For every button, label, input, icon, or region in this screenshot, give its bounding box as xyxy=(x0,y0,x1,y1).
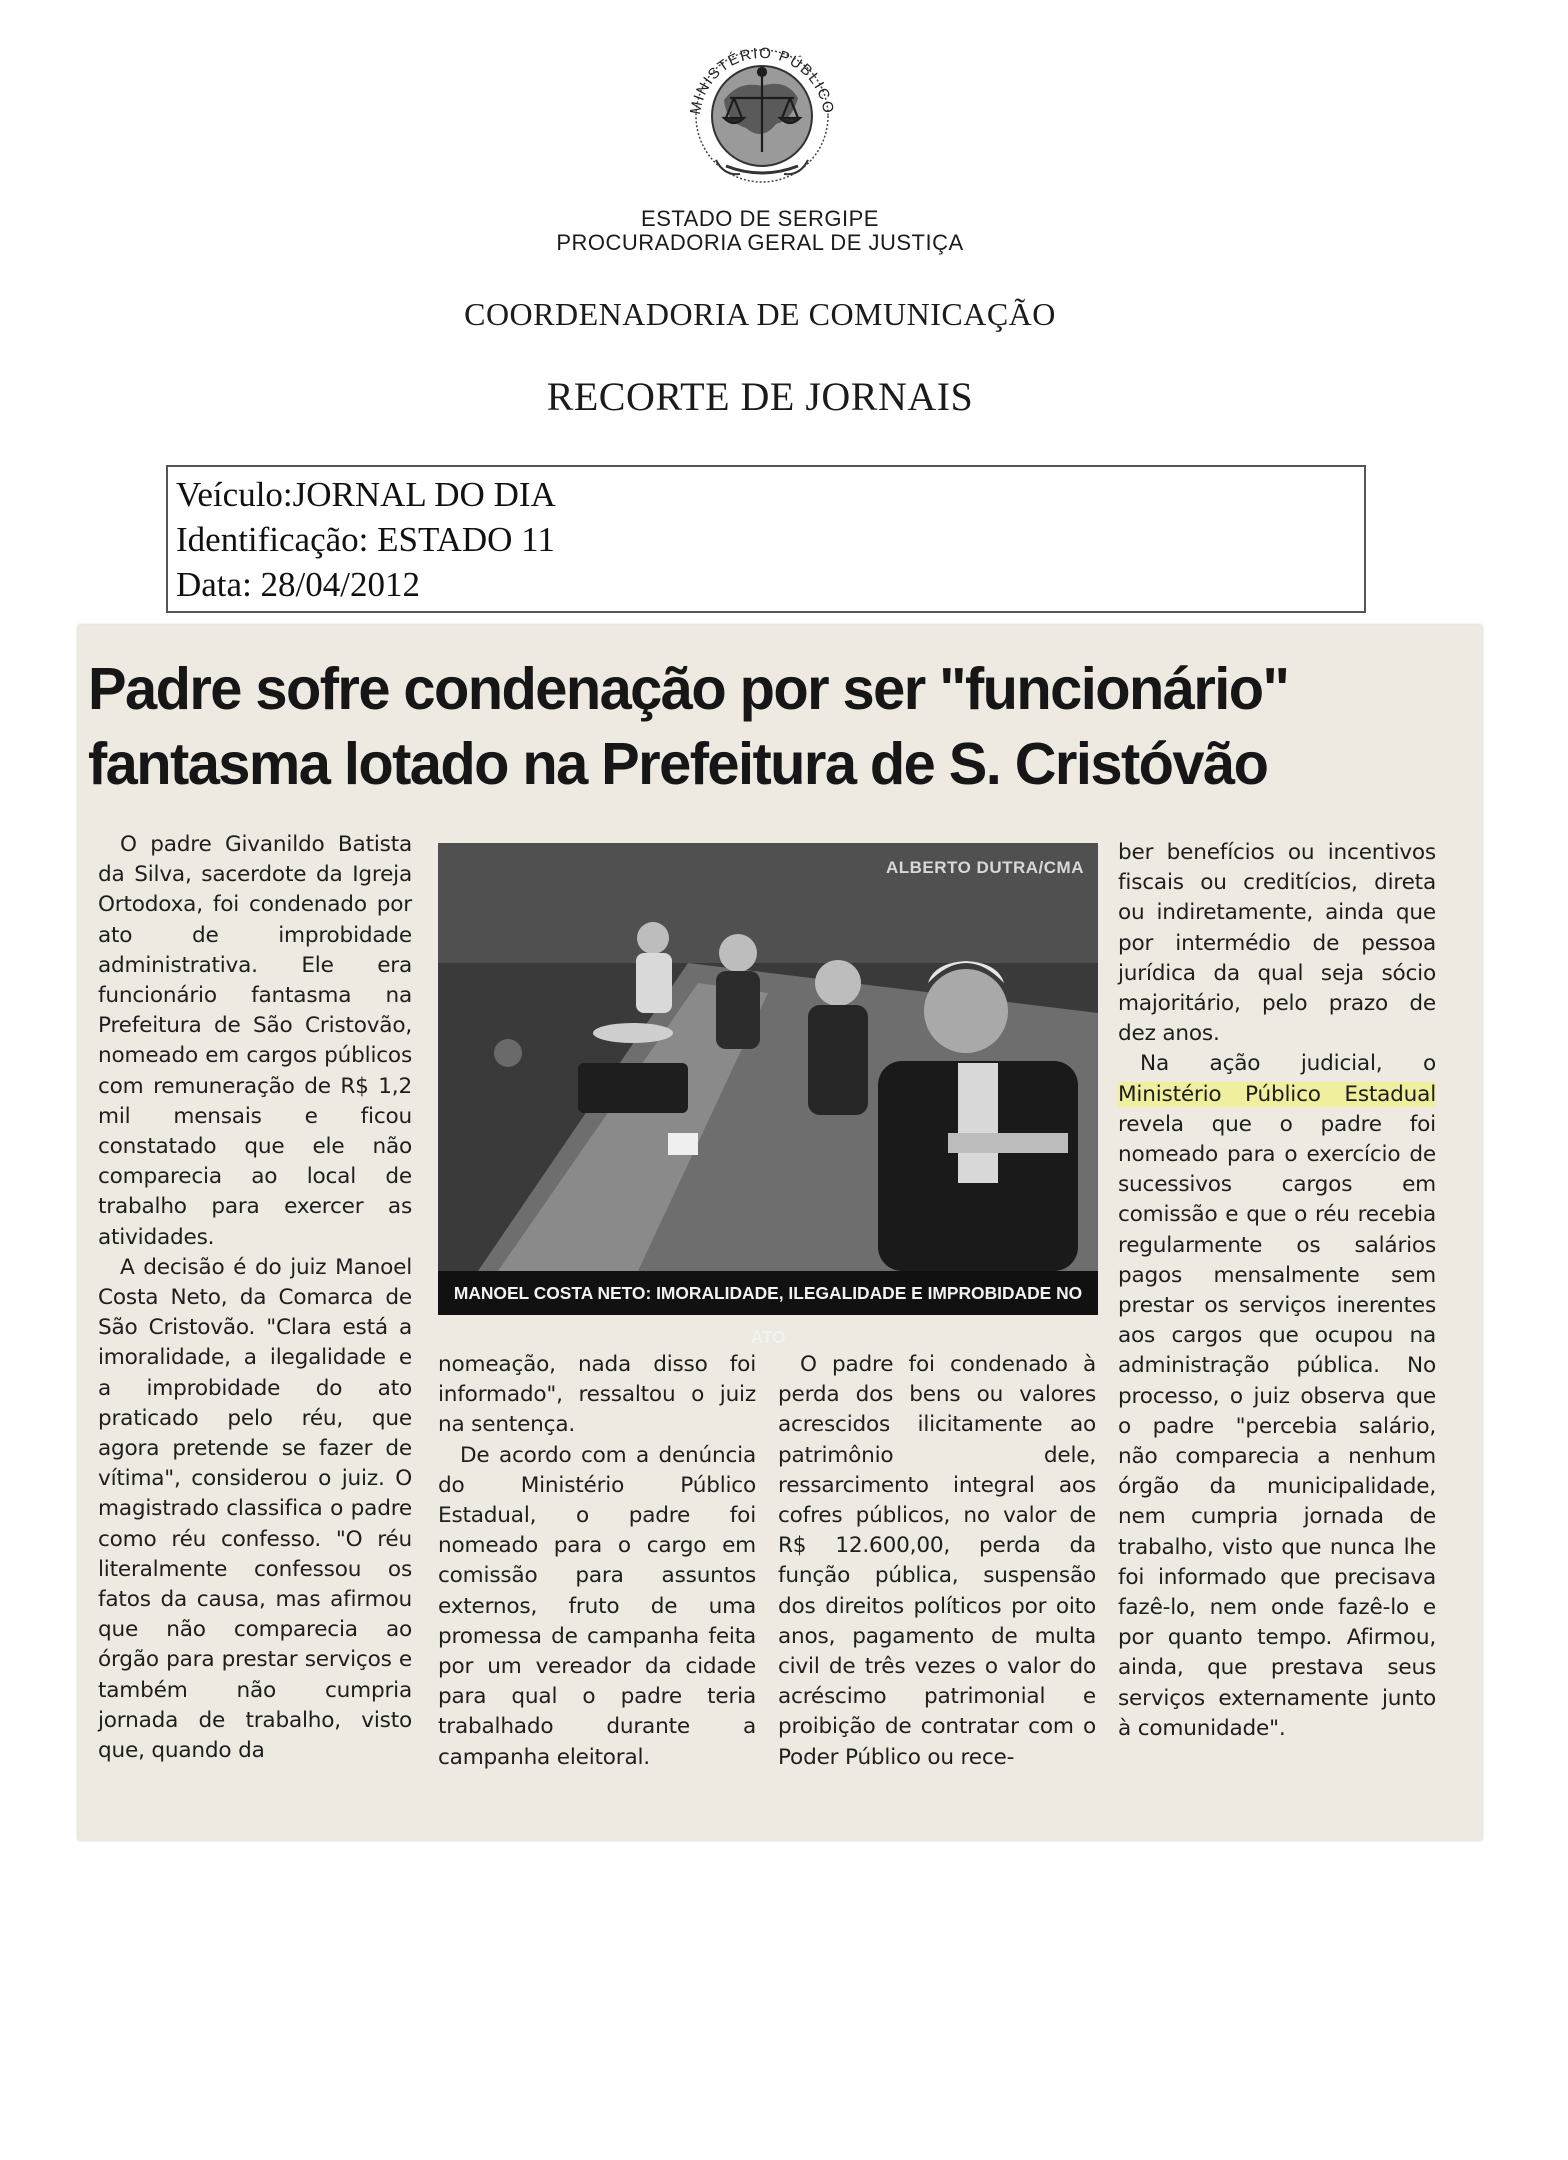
paragraph xyxy=(1118,1049,1436,1744)
paragraph: De acordo com a denúncia do Ministério Público Estadual, o padre foi nomeado para o cargo em comissão para assuntos externos, fruto de uma promessa de campanha feita por um vereador da cidade para qual o padre teria trabalhado durante a campanha eleitoral. xyxy=(438,1442,756,1770)
text-span: revela que o padre foi nomeado para o exercício de sucessivos cargos em comissão e que o réu recebia regularmente os salários pagos mensalmente sem prestar os serviços inerentes aos cargos que ocupou na administração pública. No processo, o juiz observa que o padre "percebia salário, não comparecia a nenhum órgão da municipalidade, nem cumpria jornada de trabalho, visto que nunca lhe foi informado que precisava fazê-lo, nem onde fazê-lo e por quanto tempo. Afirmou, ainda, que prestava seus serviços externamente junto à comunidade". xyxy=(1118,1111,1436,1741)
department-title: COORDENADORIA DE COMUNICAÇÃO xyxy=(464,296,1056,332)
article-photo xyxy=(438,843,1098,1271)
paragraph: ber benefícios ou incentivos fiscais ou creditícios, direta ou indiretamente, ainda que por intermédio de pessoa jurídica da qual seja sócio majoritário, pelo prazo de dez anos. xyxy=(1118,840,1436,1047)
paragraph: O padre foi condenado à perda dos bens ou valores acrescidos ilicitamente ao patrimônio dele, ressarcimento integral aos cofres públicos, no valor de R$ 12.600,00, perda da função pública, suspensão dos direitos políticos por oito anos, pagamento de multa civil de três vezes o valor do acréscimo patrimonial e proibição de contratar com o Poder Público ou rece- xyxy=(778,1352,1096,1770)
article-column-2 xyxy=(438,1350,756,1773)
attorney-office-name: PROCURADORIA GERAL DE JUSTIÇA xyxy=(556,230,964,255)
courtroom-photo-image xyxy=(438,843,1098,1271)
highlighted-text: Ministério Público Estadual xyxy=(1118,1081,1436,1107)
seal-text: MINISTÉRIO PÚBLICO xyxy=(687,44,837,116)
ministerio-publico-seal xyxy=(664,20,860,196)
article-column-4 xyxy=(1118,838,1436,1744)
paragraph: A decisão é do juiz Manoel Costa Neto, da Comarca de São Cristovão. "Clara está a imoralidade, a ilegalidade e a improbidade do ato praticado pelo réu, que agora pretende se fazer de vítima", considerou o juiz. O magistrado classifica o padre como réu confesso. "O réu literalmente confessou os fatos da causa, mas afirmou que não comparecia ao órgão para prestar serviços e também não cumpria jornada de trabalho, visto que, quando da xyxy=(98,1254,412,1764)
identification-line: Identificação: ESTADO 11 xyxy=(176,520,555,559)
text-span: Na ação judicial, o xyxy=(1140,1051,1436,1077)
date-line: Data: 28/04/2012 xyxy=(176,565,420,604)
article-column-3 xyxy=(778,1350,1096,1773)
article-headline xyxy=(88,652,1450,802)
photo-caption: MANOEL COSTA NETO: IMORALIDADE, ILEGALIDADE E IMPROBIDADE NO ATO xyxy=(438,1271,1098,1315)
state-name: ESTADO DE SERGIPE xyxy=(641,206,879,231)
newspaper-clipping xyxy=(78,625,1482,1840)
headline-line-1: Padre sofre condenação por ser "funcionário" xyxy=(88,656,1289,722)
article-column-1 xyxy=(98,830,412,1766)
photo-credit: ALBERTO DUTRA/CMA xyxy=(885,858,1084,877)
section-title: RECORTE DE JORNAIS xyxy=(546,374,974,419)
vehicle-line: Veículo:JORNAL DO DIA xyxy=(176,475,556,514)
paragraph: O padre Givanildo Batista da Silva, sacerdote da Igreja Ortodoxa, foi condenado por ato de improbidade administrativa. Ele era funcionário fantasma na Prefeitura de São Cristovão, nomeado em cargos públicos com remuneração de R$ 1,2 mil mensais e ficou constatado que ele não comparecia ao local de trabalho para exercer as atividades. xyxy=(98,832,412,1250)
clipping-info-box xyxy=(166,465,1366,613)
paragraph: nomeação, nada disso foi informado", ressaltou o juiz na sentença. xyxy=(438,1352,756,1438)
headline-line-2: fantasma lotado na Prefeitura de S. Cristóvão xyxy=(88,731,1268,797)
